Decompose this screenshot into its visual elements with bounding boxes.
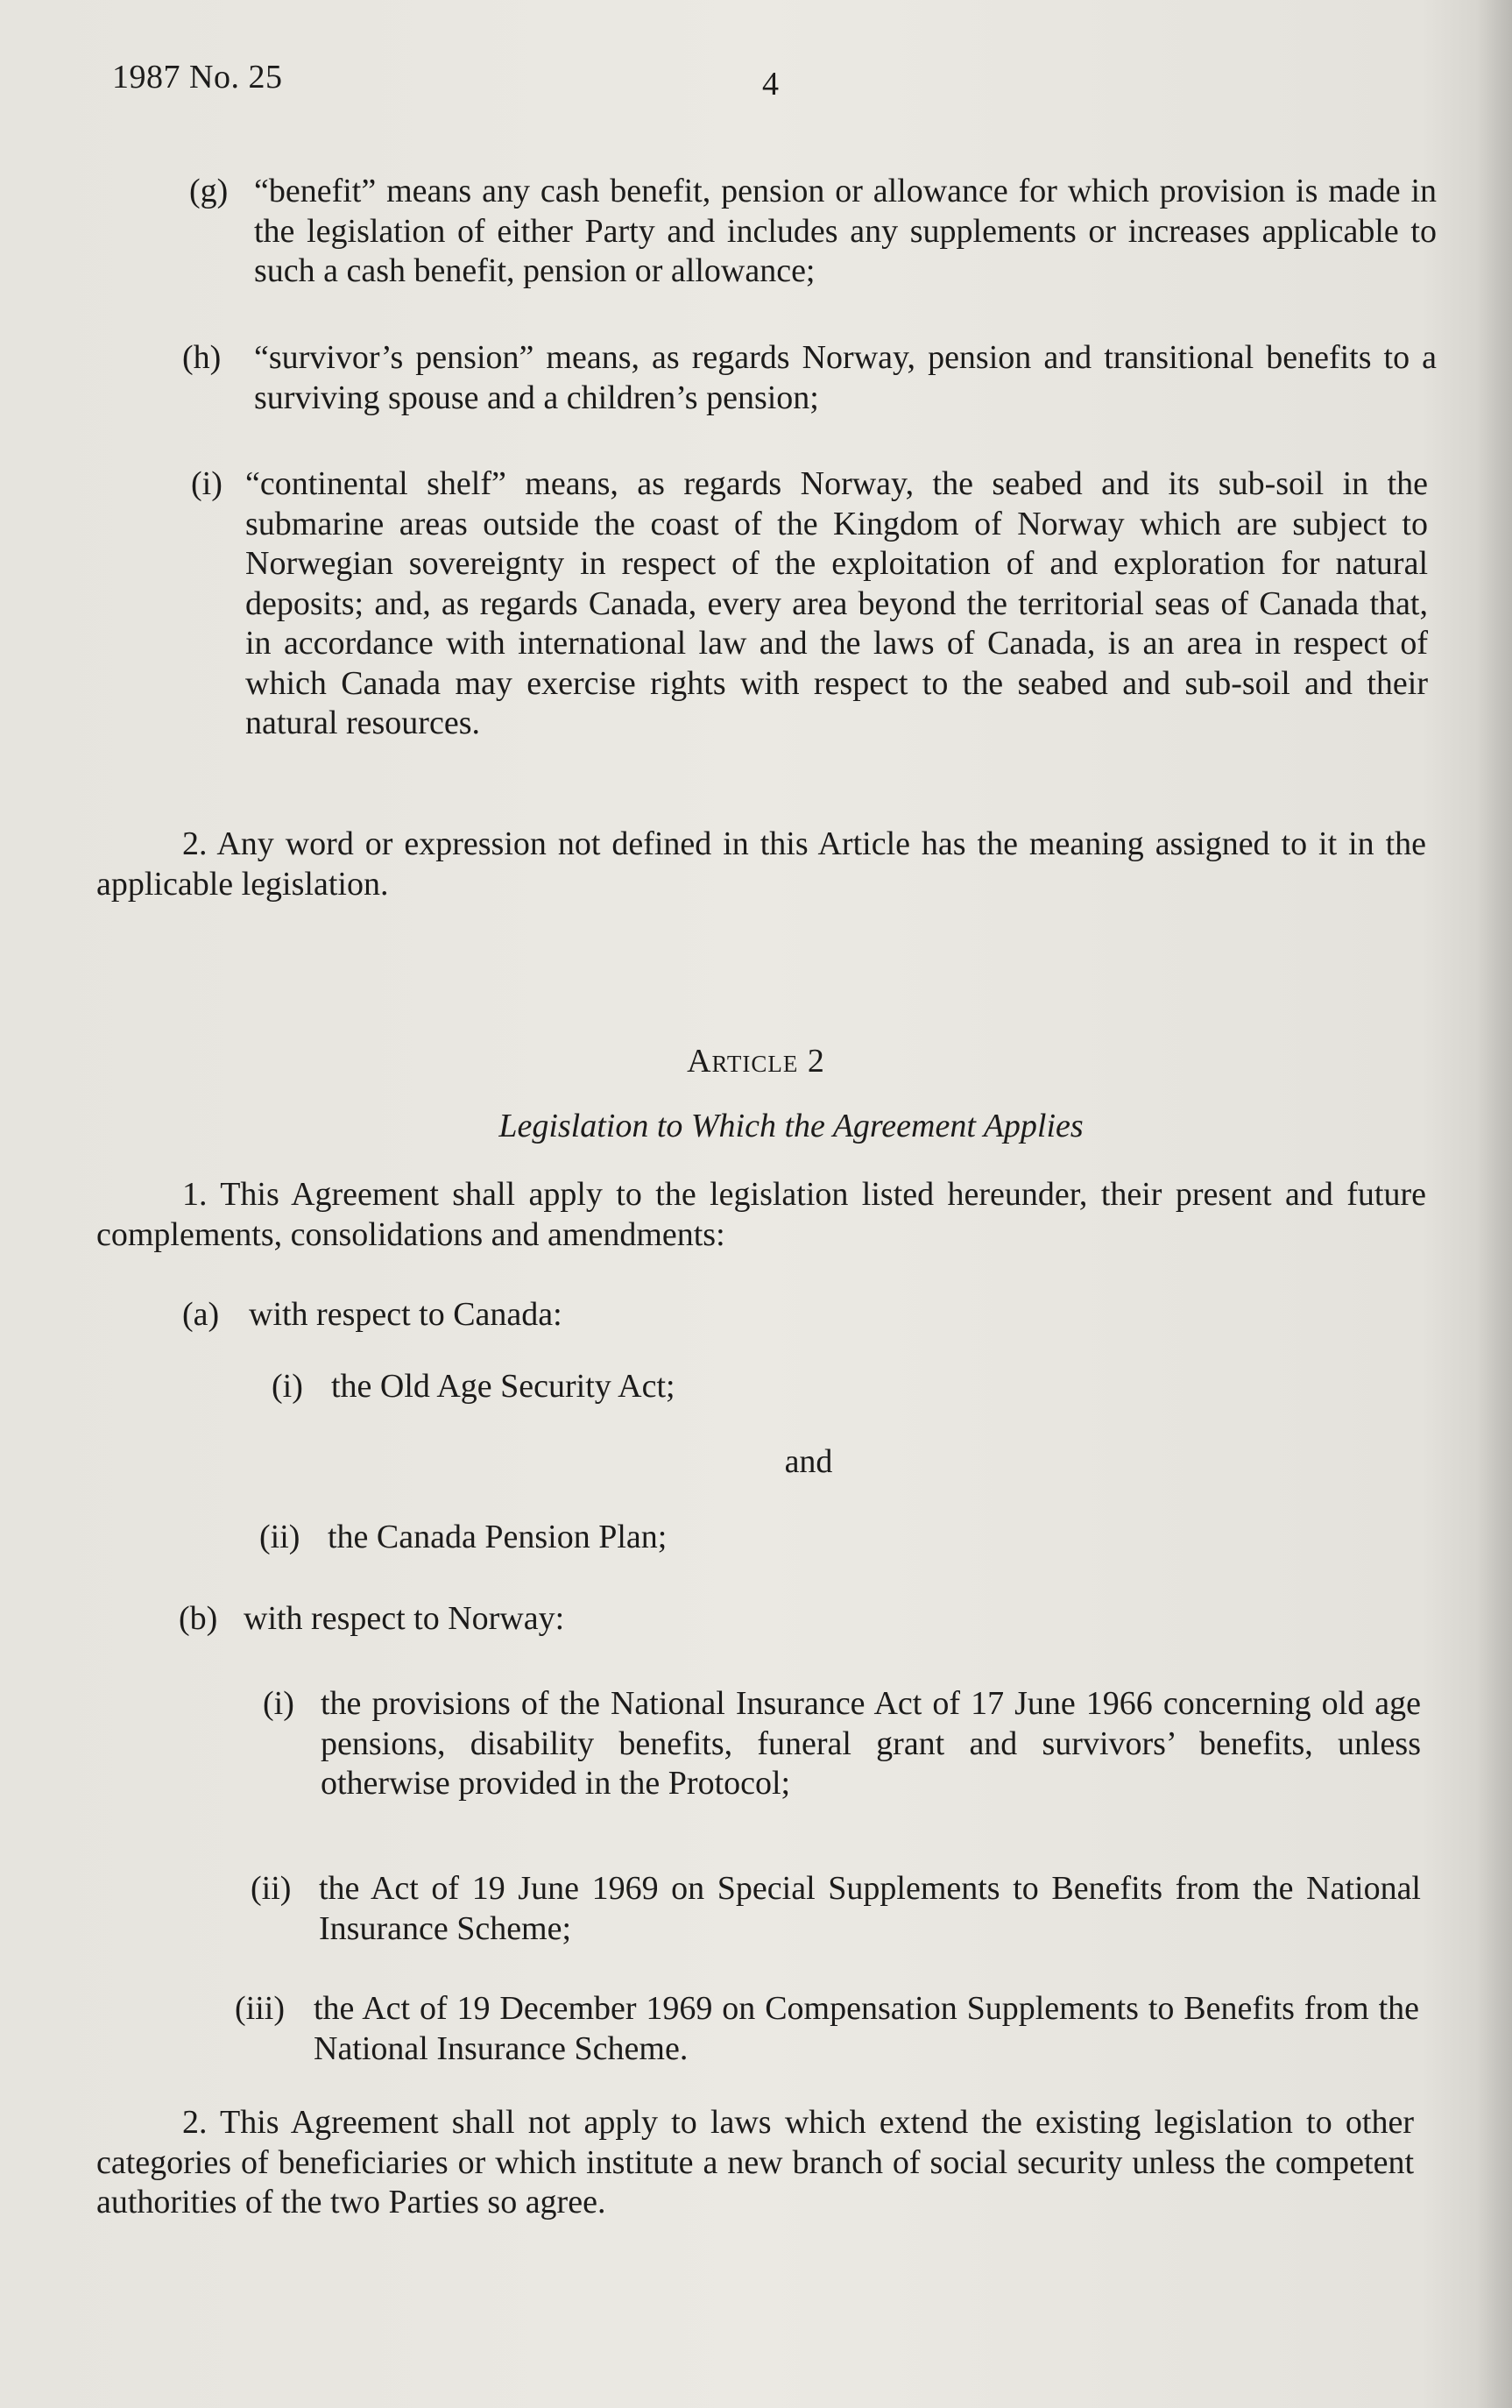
article2-paragraph-2: 2. This Agreement shall not apply to laws which extend the existing legislation to other categories of beneficiaries or which institute a new branch of social security unless the competent authorities of the two Parties so agree.	[96, 2104, 1414, 2220]
conjunction-and: and	[784, 1443, 833, 1480]
definition-h-label: (h)	[182, 339, 222, 376]
item-b-iii-label: (iii)	[235, 1990, 285, 2027]
definition-i-label: (i)	[191, 465, 223, 502]
item-b-ii-label: (ii)	[251, 1870, 292, 1907]
item-a-i-label: (i)	[272, 1368, 303, 1405]
article-2-subtitle: Legislation to Which the Agreement Applies	[498, 1108, 1084, 1144]
item-b-text: with respect to Norway:	[244, 1600, 565, 1637]
item-a-i-text: the Old Age Security Act;	[331, 1368, 675, 1405]
article2-paragraph-1: 1. This Agreement shall apply to the legislation listed hereunder, their present and future complements, consolidations and amendments:	[96, 1176, 1426, 1253]
item-b-ii-text: the Act of 19 June 1969 on Special Supplements to Benefits from the National Insurance Scheme;	[319, 1870, 1421, 1947]
page-edge-shadow	[1477, 0, 1512, 2408]
item-b-i-text: the provisions of the National Insurance Act of 17 June 1966 concerning old age pensions, disability benefits, funeral grant and survivors’ benefits, unless otherwise provided in the Protocol;	[321, 1685, 1421, 1802]
definition-g-label: (g)	[189, 173, 229, 209]
article1-paragraph-2: 2. Any word or expression not defined in this Article has the meaning assigned to it in the applicable legislation.	[96, 825, 1426, 903]
definition-h-text: “survivor’s pension” means, as regards Norway, pension and transitional benefits to a surviving spouse and a children’s pension;	[254, 339, 1437, 416]
item-b-label: (b)	[179, 1600, 218, 1637]
item-a-ii-text: the Canada Pension Plan;	[328, 1519, 668, 1555]
item-a-text: with respect to Canada:	[249, 1296, 562, 1333]
definition-i-text: “continental shelf” means, as regards Norway, the seabed and its sub-soil in the submarine areas outside the coast of the Kingdom of Norway which are subject to Norwegian sovereignty in respect of the exploitation of and exploration for natural deposits; and, as regards Canada, every area beyond the territorial seas of Canada that, in accordance with international law and the laws of Canada, is an area in respect of which Canada may exercise rights with respect to the seabed and sub-soil and their natural resources.	[245, 465, 1428, 741]
item-b-i-label: (i)	[263, 1685, 294, 1722]
article-2-title: Article 2	[687, 1043, 825, 1080]
document-reference: 1987 No. 25	[112, 59, 283, 96]
item-a-label: (a)	[182, 1296, 220, 1333]
page-number: 4	[762, 66, 779, 103]
item-b-iii-text: the Act of 19 December 1969 on Compensation Supplements to Benefits from the National Insurance Scheme.	[314, 1990, 1419, 2067]
item-a-ii-label: (ii)	[259, 1519, 300, 1555]
definition-g-text: “benefit” means any cash benefit, pension or allowance for which provision is made in the legislation of either Party and includes any supplements or increases applicable to such a cash benefit, pension or allowance;	[254, 173, 1437, 289]
